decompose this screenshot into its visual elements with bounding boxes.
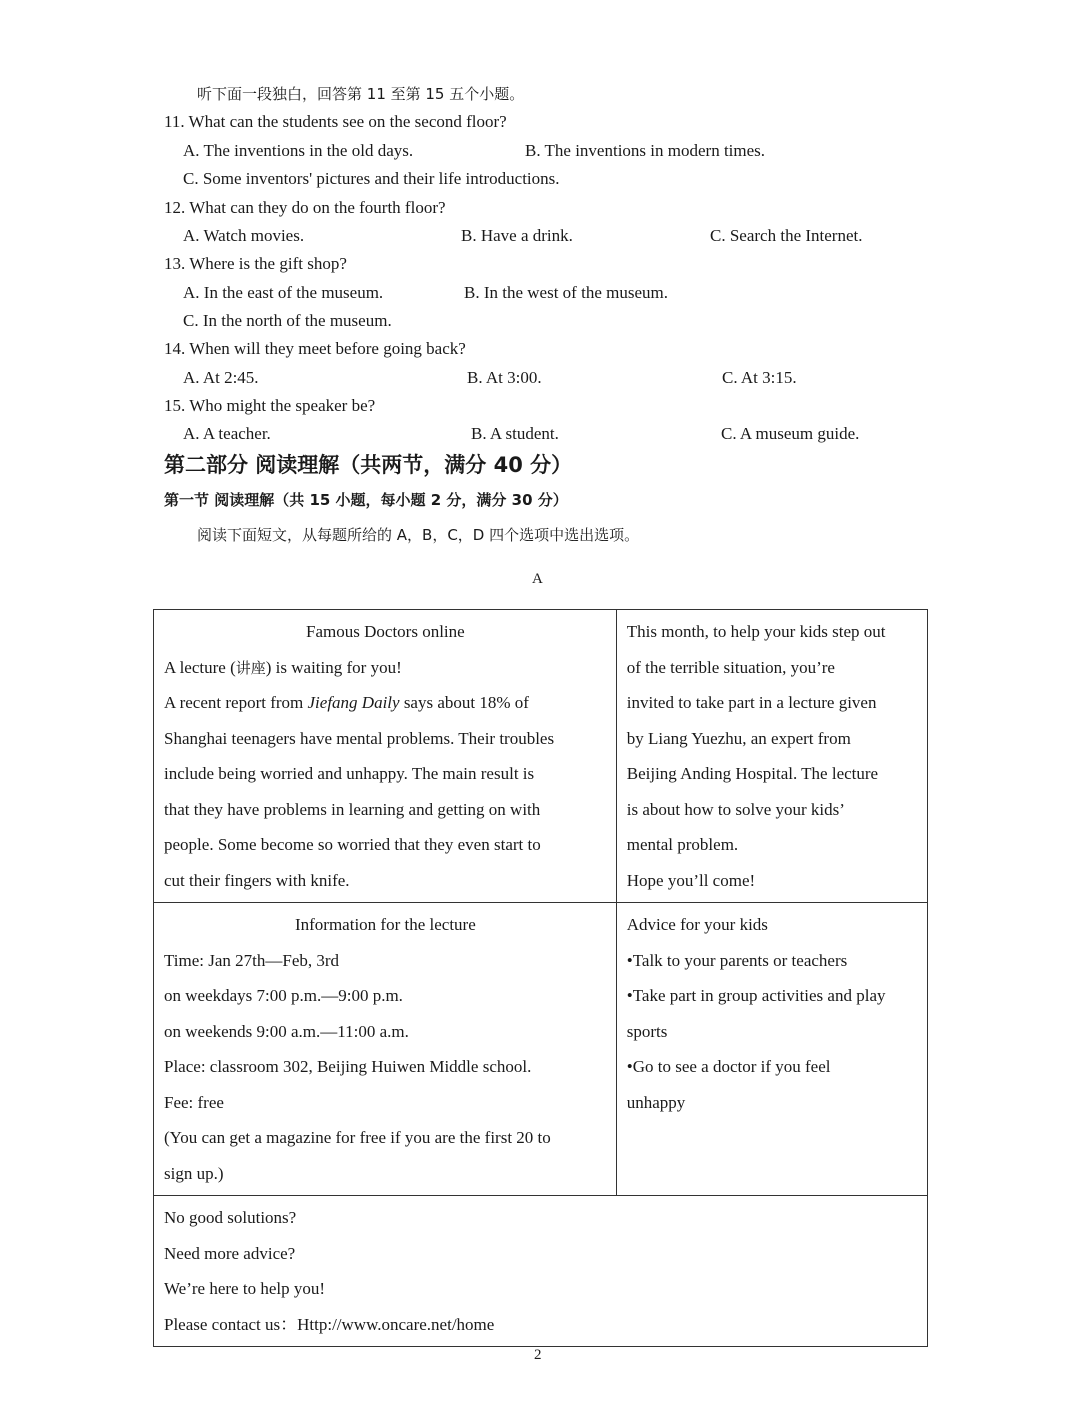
lecture-info-cell [154,903,617,1196]
text-line: No good solutions? [164,1208,297,1227]
text-line: is about how to solve your kids’ [626,799,845,819]
text-line: include being worried and unhappy. The main result is [164,764,535,783]
reading-instruction: 阅读下面短文，从每题所给的 A，B，C，D 四个选项中选出选项。 [197,526,640,544]
text-line: that they have problems in learning and getting on with [164,799,541,819]
report-pre: A recent report from [164,693,308,712]
table-row [154,1196,928,1347]
question-13-option-a: A. In the east of the museum. [183,283,384,302]
question-14-stem: 14. When will they meet before going back? [164,339,466,358]
text-line: Need more advice? [164,1243,296,1263]
question-12-option-c: C. Search the Internet. [710,226,863,245]
page-number: 2 [534,1347,542,1363]
text-line: cut their fingers with knife. [164,870,350,890]
text-line: unhappy [626,1092,686,1112]
doctors-online-cell [154,610,617,903]
text-line: on weekdays 7:00 p.m.—9:00 p.m. [164,986,403,1005]
report-line [164,685,607,721]
doctors-online-title: Famous Doctors online [306,622,465,641]
text-line: people. Some become so worried that they even start to [164,835,541,854]
text-line: mental problem. [626,835,739,854]
lecture-line-zh: 讲座 [235,658,266,677]
question-11-option-a: A. The inventions in the old days. [183,141,414,160]
question-15-stem: 15. Who might the speaker be? [164,396,376,415]
text-line: by Liang Yuezhu, an expert from [626,728,851,748]
question-14-option-b: B. At 3:00. [467,368,542,387]
text-line: Beijing Anding Hospital. The lecture [626,764,879,783]
lecture-waiting-line [164,650,607,686]
table-row [154,610,928,903]
question-15-option-b: B. A student. [471,424,559,443]
contact-cell [154,1196,928,1347]
contact-line: Please contact us：Http://www.oncare.net/home [164,1314,495,1334]
lecture-line-pre: A lecture ( [164,657,236,677]
text-line: •Take part in group activities and play [626,986,886,1005]
advice-cell [616,903,927,1196]
text-line: Advice for your kids [626,915,768,934]
question-11-option-c: C. Some inventors' pictures and their life introductions. [183,169,560,188]
table-row [154,903,928,1196]
text-line: (You can get a magazine for free if you are the first 20 to [164,1128,551,1147]
question-14-option-c: C. At 3:15. [722,368,797,387]
question-15-option-c: C. A museum guide. [721,424,860,443]
lecture-info-title: Information for the lecture [294,915,476,934]
text-line: Shanghai teenagers have mental problems. Their troubles [164,728,555,748]
text-line: sports [626,1021,668,1041]
question-12-stem: 12. What can they do on the fourth floor? [164,198,446,217]
text-line: sign up.) [164,1163,224,1183]
listening-intro: 听下面一段独白，回答第 11 至第 15 五个小题。 [197,85,525,103]
text-line: Time: Jan 27th—Feb, 3rd [164,950,340,970]
invitation-cell [616,610,927,903]
text-line: of the terrible situation, you’re [626,657,835,677]
question-12-option-a: A. Watch movies. [183,226,305,245]
text-line: •Talk to your parents or teachers [626,950,848,970]
question-14-option-a: A. At 2:45. [183,368,259,387]
text-line: •Go to see a doctor if you feel [626,1057,831,1076]
advertisement-table [153,609,928,1347]
text-line: This month, to help your kids step out [626,622,886,641]
reading-section-title: 第二部分 阅读理解（共两节，满分 40 分） [164,453,573,477]
report-post: says about 18% of [399,693,529,712]
text-line: on weekends 9:00 a.m.—11:00 a.m. [164,1021,409,1041]
text-line: invited to take part in a lecture given [626,693,877,712]
lecture-line-post: ) is waiting for you! [265,657,402,677]
question-13-stem: 13. Where is the gift shop? [164,254,347,273]
question-11-stem: 11. What can the students see on the second floor? [164,112,507,131]
question-13-option-c: C. In the north of the museum. [183,311,392,330]
text-line: We’re here to help you! [164,1279,326,1298]
question-11-option-b: B. The inventions in modern times. [525,141,766,160]
question-12-option-b: B. Have a drink. [461,226,573,245]
text-line: Hope you’ll come! [626,870,756,890]
passage-letter: A [532,571,543,587]
question-13-option-b: B. In the west of the museum. [464,283,668,302]
question-15-option-a: A. A teacher. [183,424,271,443]
reading-subsection-title: 第一节 阅读理解（共 15 小题，每小题 2 分，满分 30 分） [164,491,568,509]
text-line: Place: classroom 302, Beijing Huiwen Middle school. [164,1057,532,1076]
text-line: Fee: free [164,1092,224,1112]
newspaper-name: Jiefang Daily [307,693,400,712]
